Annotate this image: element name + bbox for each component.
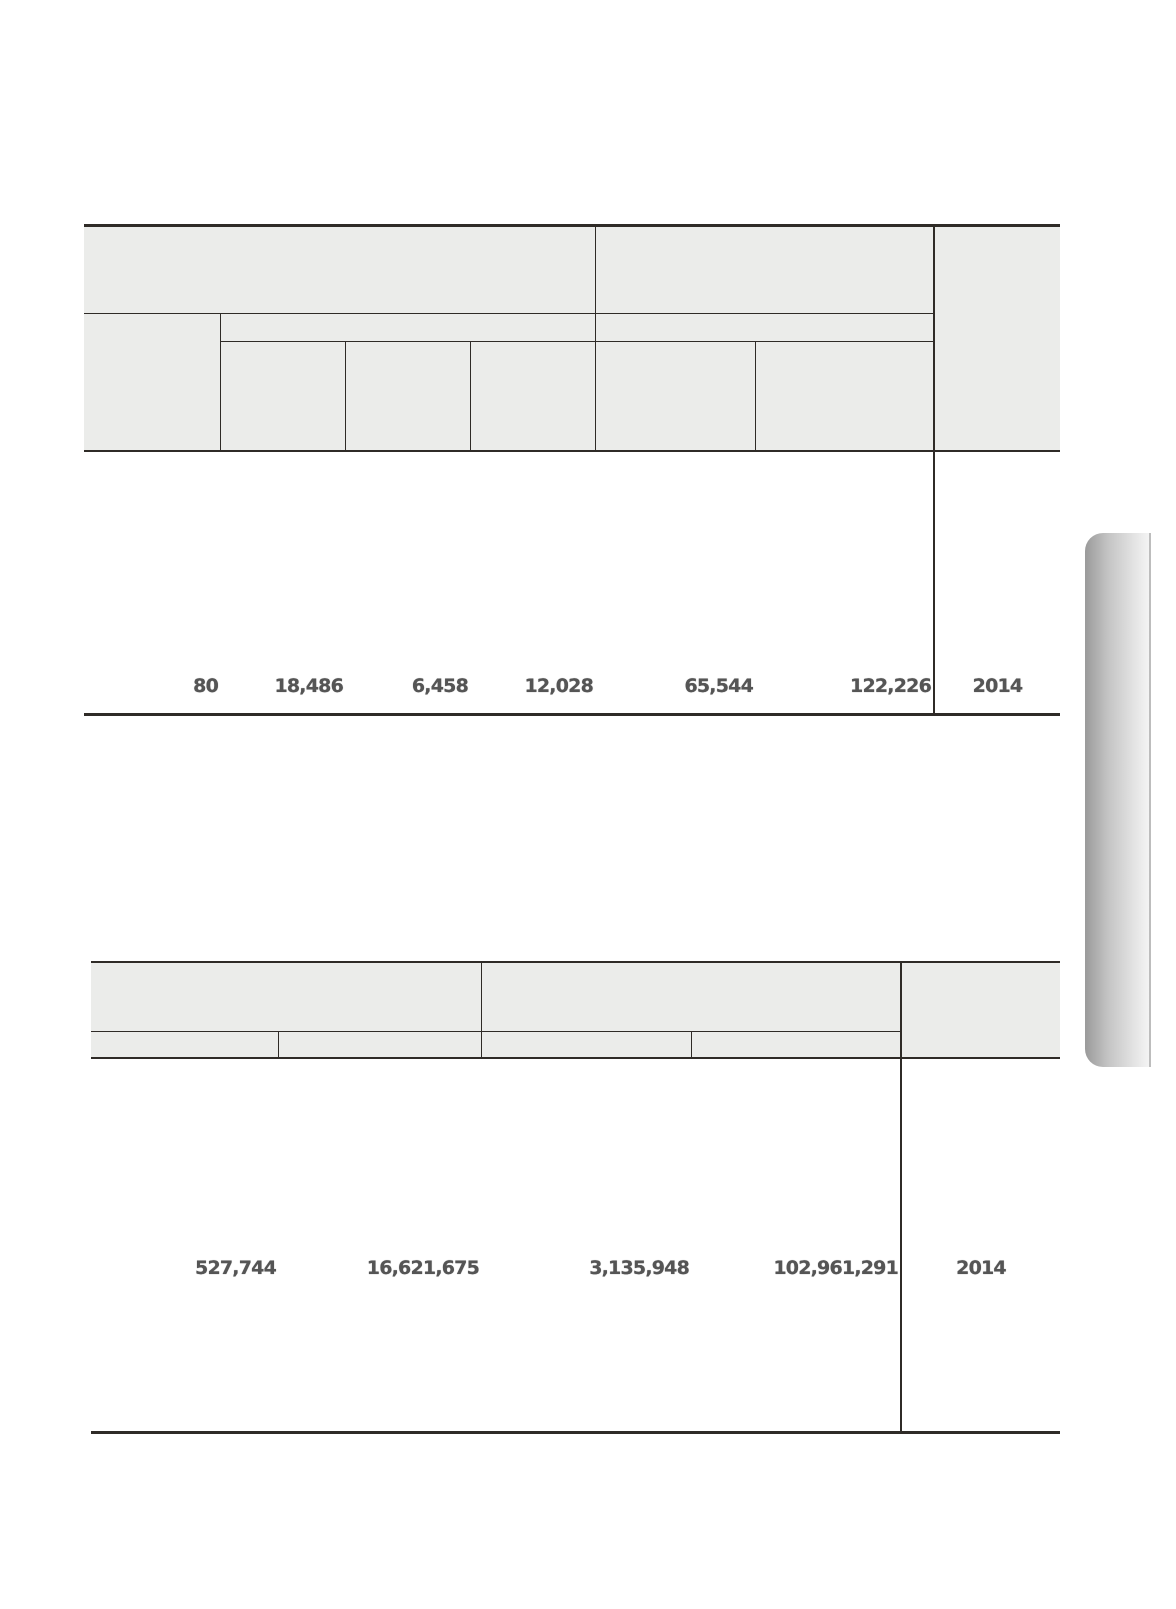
table-2-cell: 16,621,675 [366, 1257, 479, 1279]
table-1-cell: 122,226 [850, 675, 931, 697]
table-2-cell: 3,135,948 [589, 1257, 689, 1279]
table-1-header [84, 226, 1060, 451]
side-tab-edge [1149, 533, 1151, 1067]
table-2-year: 2014 [956, 1257, 1006, 1279]
table-2-cell: 527,744 [195, 1257, 276, 1279]
table-1-cell: 65,544 [684, 675, 753, 697]
table-1-year: 2014 [972, 675, 1023, 697]
table-2-header [91, 963, 1060, 1058]
table-1-cell: 6,458 [411, 675, 468, 697]
table-1-cell: 80 [193, 675, 218, 697]
side-tab [1085, 533, 1151, 1067]
table-1-cell: 12,028 [524, 675, 593, 697]
table-2-cell: 102,961,291 [773, 1257, 898, 1279]
table-1-cell: 18,486 [274, 675, 343, 697]
